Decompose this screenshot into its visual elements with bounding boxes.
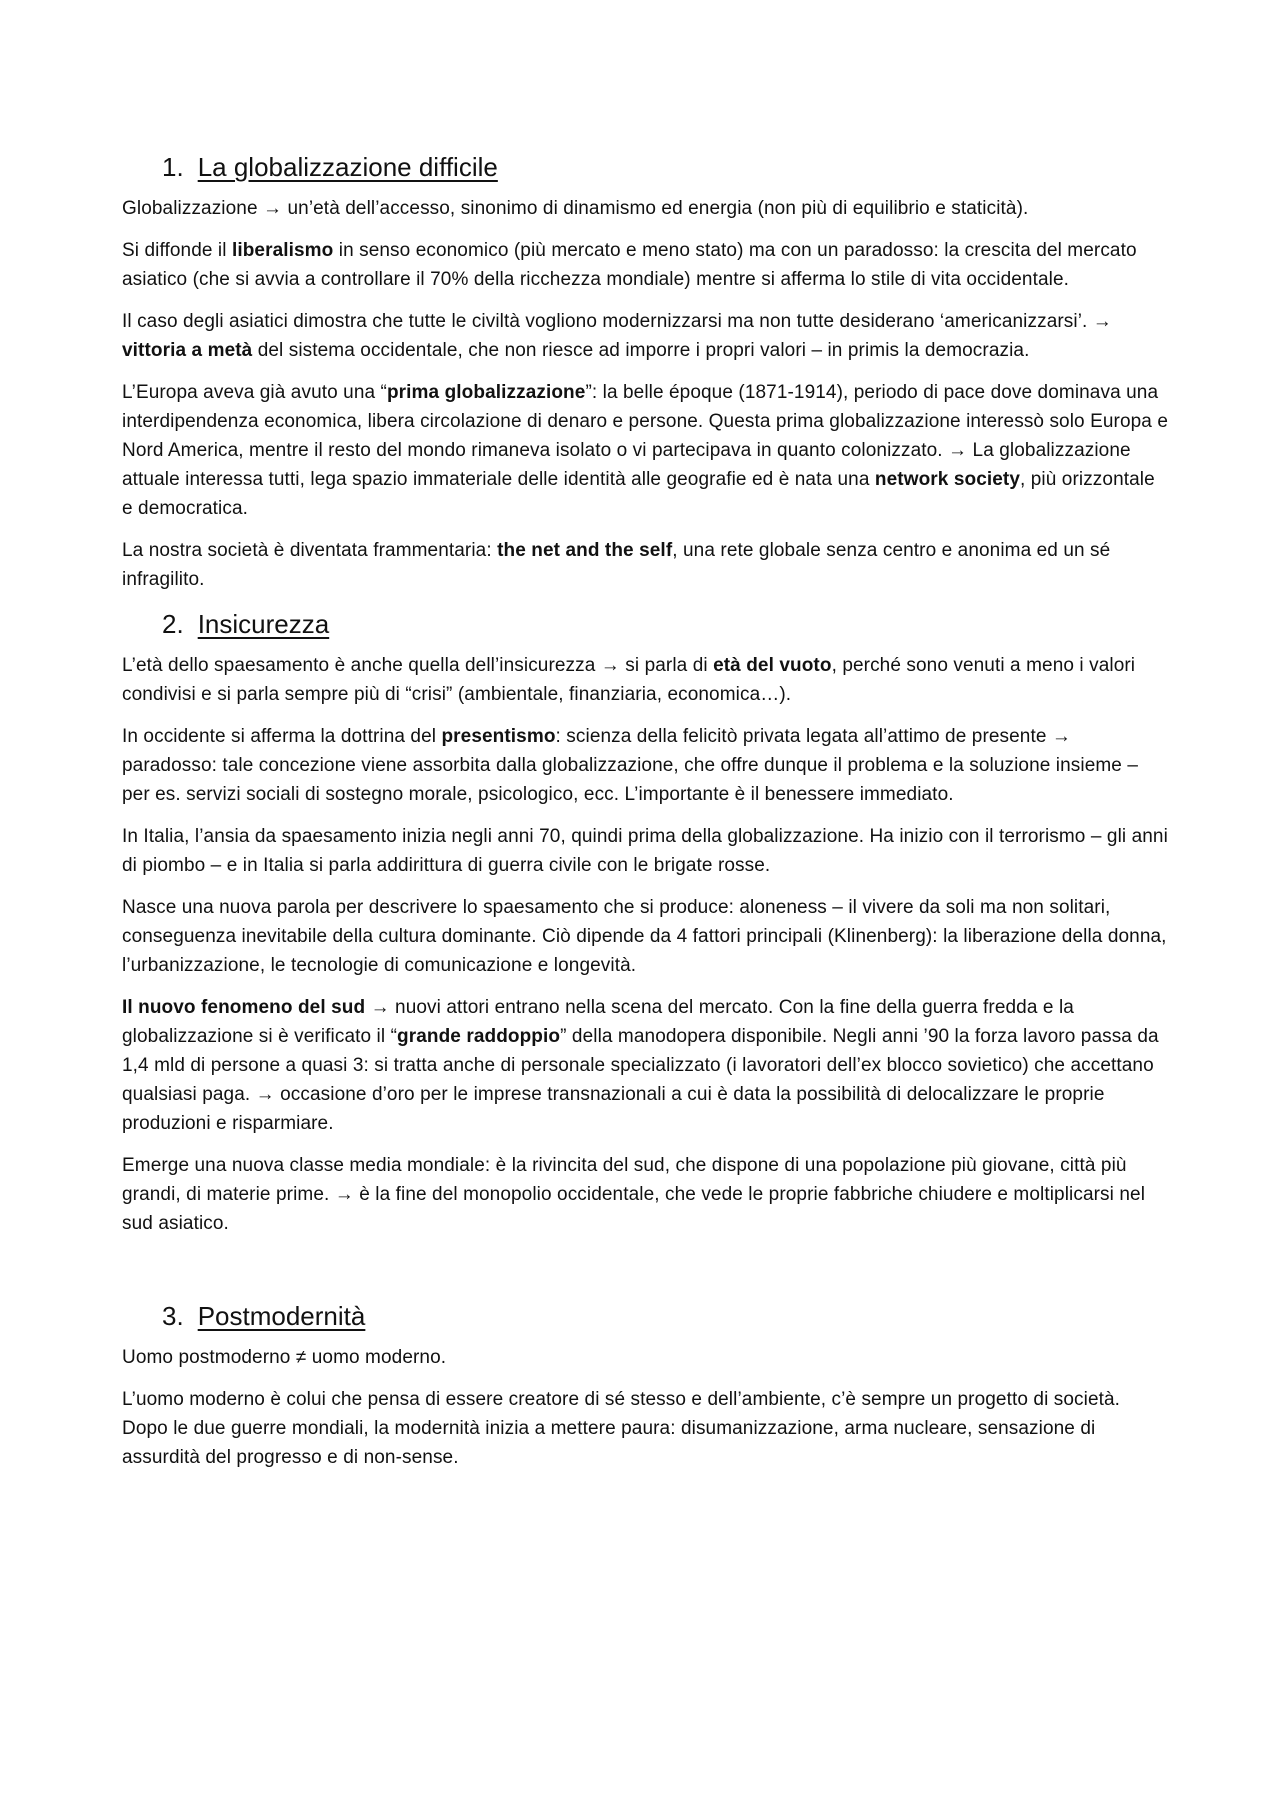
paragraph	[122, 651, 1168, 709]
bold-term: the net and the self	[497, 540, 673, 561]
text-run: ” della manodopera disponibile. Negli anni ’90 la forza lavoro passa da 1,4 mld di persone a quasi 3: si tratta anche di personale specializzato (i lavoratori dell’ex blocco sovietico) che accettano qualsiasi paga. → occasione d’oro per le imprese transnazionali a cui è data la possibilità di delocalizzare le proprie produzioni e risparmiare.	[122, 1026, 1159, 1134]
bold-term: network society	[874, 469, 1020, 490]
text-run: Nasce una nuova parola per descrivere lo spaesamento che si produce: aloneness – il vivere da soli ma non solitari, conseguenza inevitabile della cultura dominante. Ciò dipende da 4 fattori principali (Klinenberg): la liberazione della donna, l’urbanizzazione, le tecnologie di comunicazione e longevità.	[122, 897, 1167, 976]
section-number: 1.	[162, 152, 184, 182]
text-run: In occidente si afferma la dottrina del	[122, 726, 442, 747]
bold-term: presentismo	[441, 726, 556, 747]
paragraph	[122, 307, 1168, 365]
section-heading	[162, 607, 1168, 641]
text-run: in senso economico (più mercato e meno stato) ma con un paradosso: la crescita del mercato asiatico (che si avvia a controllare il 70% della ricchezza mondiale) mentre si afferma lo stile di vita occidentale.	[122, 240, 1137, 290]
paragraph	[122, 1385, 1168, 1472]
blank-line	[122, 1251, 1168, 1291]
paragraph	[122, 822, 1168, 880]
text-run: Uomo postmoderno ≠ uomo moderno.	[122, 1347, 447, 1368]
text-run: L’età dello spaesamento è anche quella dell’insicurezza → si parla di	[122, 655, 714, 676]
text-run: In Italia, l’ansia da spaesamento inizia negli anni 70, quindi prima della globalizzazione. Ha inizio con il terrorismo – gli anni di piombo – e in Italia si parla addirittura di guerra civile con le brigate rosse.	[122, 826, 1168, 876]
text-run: , perché sono venuti a meno i valori condivisi e si parla sempre più di “crisi” (ambientale, finanziaria, economica…).	[122, 655, 1136, 705]
section-3	[122, 1299, 1168, 1472]
section-heading	[162, 1299, 1168, 1333]
text-run: → nuovi attori entrano nella scena del mercato. Con la fine della guerra fredda e la globalizzazione si è verificato il “	[122, 997, 1074, 1047]
paragraph	[122, 536, 1168, 594]
text-run: Il caso degli asiatici dimostra che tutte le civiltà vogliono modernizzarsi ma non tutte desiderano ‘americanizzarsi’. →	[122, 311, 1112, 332]
text-run: ”: la belle époque (1871-1914), periodo di pace dove dominava una interdipendenza economica, libera circolazione di denaro e persone. Questa prima globalizzazione interessò solo Europa e Nord America, mentre il resto del mondo rimaneva isolato o vi partecipava in quanto colonizzato. → La globalizzazione attuale interessa tutti, lega spazio immateriale delle identità alle geografie ed è nata una	[122, 382, 1169, 490]
paragraph	[122, 1151, 1168, 1238]
paragraph	[122, 993, 1168, 1138]
bold-term: liberalismo	[231, 240, 334, 261]
paragraph	[122, 194, 1168, 223]
text-run: , una rete globale senza centro e anonima ed un sé infragilito.	[122, 540, 1111, 590]
bold-term: Il nuovo fenomeno del sud	[122, 997, 366, 1018]
paragraph	[122, 1343, 1168, 1372]
text-run: La nostra società è diventata frammentaria:	[122, 540, 498, 561]
document-page	[122, 150, 1168, 1485]
paragraph	[122, 722, 1168, 809]
bold-term: età del vuoto	[713, 655, 832, 676]
bold-term: vittoria a metà	[122, 340, 253, 361]
section-number: 3.	[162, 1301, 184, 1331]
section-title: Postmodernità	[197, 1301, 366, 1331]
section-title: Insicurezza	[197, 609, 330, 639]
paragraph	[122, 378, 1168, 523]
bold-term: prima globalizzazione	[386, 382, 586, 403]
paragraph	[122, 236, 1168, 294]
paragraph	[122, 893, 1168, 980]
section-title: La globalizzazione difficile	[197, 152, 498, 182]
bold-term: grande raddoppio	[397, 1026, 561, 1047]
text-run: L’uomo moderno è colui che pensa di essere creatore di sé stesso e dell’ambiente, c’è sempre un progetto di società. Dopo le due guerre mondiali, la modernità inizia a mettere paura: disumanizzazione, arma nucleare, sensazione di assurdità del progresso e di non-sense.	[122, 1389, 1121, 1468]
text-run: , più orizzontale e democratica.	[122, 469, 1155, 519]
text-run: Globalizzazione → un’età dell’accesso, sinonimo di dinamismo ed energia (non più di equilibrio e staticità).	[122, 198, 1029, 219]
section-2	[122, 607, 1168, 1238]
text-run: : scienza della felicitò privata legata all’attimo de presente → paradosso: tale concezione viene assorbita dalla globalizzazione, che offre dunque il problema e la soluzione insieme – per es. servizi sociali di sostegno morale, psicologico, ecc. L’importante è il benessere immediato.	[122, 726, 1139, 805]
section-1	[122, 150, 1168, 594]
section-heading	[162, 150, 1168, 184]
text-run: del sistema occidentale, che non riesce ad imporre i propri valori – in primis la democrazia.	[252, 340, 1030, 361]
text-run: L’Europa aveva già avuto una “	[122, 382, 387, 403]
text-run: Emerge una nuova classe media mondiale: è la rivincita del sud, che dispone di una popolazione più giovane, città più grandi, di materie prime. → è la fine del monopolio occidentale, che vede le proprie fabbriche chiudere e moltiplicarsi nel sud asiatico.	[122, 1155, 1146, 1234]
section-number: 2.	[162, 609, 184, 639]
text-run: Si diffonde il	[122, 240, 232, 261]
